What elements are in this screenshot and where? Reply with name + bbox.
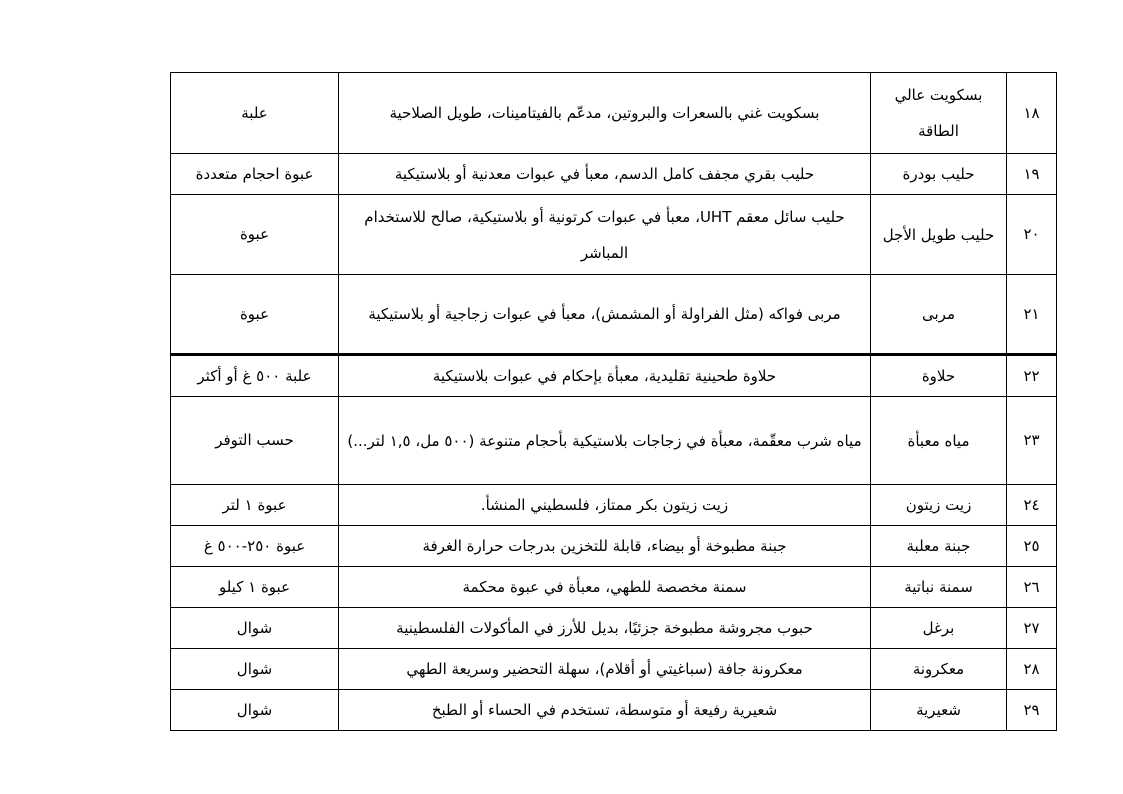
- table-row: [171, 397, 1057, 485]
- item-name: بسكويت عالي الطاقة: [871, 73, 1007, 154]
- item-description: سمنة مخصصة للطهي، معبأة في عبوة محكمة: [339, 567, 871, 608]
- item-name: حلاوة: [871, 355, 1007, 397]
- item-packaging: شوال: [171, 608, 339, 649]
- row-number: ٢٤: [1007, 485, 1057, 526]
- item-name: شعيرية: [871, 690, 1007, 731]
- table-row: [171, 275, 1057, 355]
- item-name: مياه معبأة: [871, 397, 1007, 485]
- item-description: شعيرية رفيعة أو متوسطة، تستخدم في الحساء أو الطبخ: [339, 690, 871, 731]
- item-description: جبنة مطبوخة أو بيضاء، قابلة للتخزين بدرجات حرارة الغرفة: [339, 526, 871, 567]
- item-packaging: حسب التوفر: [171, 397, 339, 485]
- row-number: ٢٩: [1007, 690, 1057, 731]
- item-name: برغل: [871, 608, 1007, 649]
- item-description: معكرونة جافة (سباغيتي أو أقلام)، سهلة التحضير وسريعة الطهي: [339, 649, 871, 690]
- item-packaging: عبوة ٢٥٠-٥٠٠ غ: [171, 526, 339, 567]
- item-description: حليب سائل معقم UHT، معبأ في عبوات كرتونية أو بلاستيكية، صالح للاستخدام المباشر: [339, 195, 871, 275]
- item-packaging: شوال: [171, 690, 339, 731]
- row-number: ١٨: [1007, 73, 1057, 154]
- item-name: معكرونة: [871, 649, 1007, 690]
- item-description: مربى فواكه (مثل الفراولة أو المشمش)، معبأ في عبوات زجاجية أو بلاستيكية: [339, 275, 871, 355]
- item-packaging: عبوة: [171, 275, 339, 355]
- row-number: ٢٢: [1007, 355, 1057, 397]
- table-row: [171, 608, 1057, 649]
- item-packaging: عبوة احجام متعددة: [171, 154, 339, 195]
- row-number: ٢٠: [1007, 195, 1057, 275]
- item-description: بسكويت غني بالسعرات والبروتين، مدعّم بالفيتامينات، طويل الصلاحية: [339, 73, 871, 154]
- items-table: [170, 72, 1057, 731]
- table-row: [171, 195, 1057, 275]
- item-name: مربى: [871, 275, 1007, 355]
- item-description: حليب بقري مجفف كامل الدسم، معبأ في عبوات معدنية أو بلاستيكية: [339, 154, 871, 195]
- row-number: ٢٣: [1007, 397, 1057, 485]
- item-name: زيت زيتون: [871, 485, 1007, 526]
- table-row: [171, 73, 1057, 154]
- item-name: جبنة معلبة: [871, 526, 1007, 567]
- table-row: [171, 690, 1057, 731]
- item-packaging: عبوة ١ لتر: [171, 485, 339, 526]
- item-description: حبوب مجروشة مطبوخة جزئيًا، بديل للأرز في المأكولات الفلسطينية: [339, 608, 871, 649]
- item-name: حليب طويل الأجل: [871, 195, 1007, 275]
- item-description: زيت زيتون بكر ممتاز، فلسطيني المنشأ.: [339, 485, 871, 526]
- item-packaging: شوال: [171, 649, 339, 690]
- table-row: [171, 355, 1057, 397]
- item-description: حلاوة طحينية تقليدية، معبأة بإحكام في عبوات بلاستيكية: [339, 355, 871, 397]
- row-number: ٢١: [1007, 275, 1057, 355]
- row-number: ٢٥: [1007, 526, 1057, 567]
- item-description: مياه شرب معقّمة، معبأة في زجاجات بلاستيكية بأحجام متنوعة (٥٠٠ مل، ١,٥ لتر...): [339, 397, 871, 485]
- table-row: [171, 154, 1057, 195]
- item-name: سمنة نباتية: [871, 567, 1007, 608]
- table-row: [171, 485, 1057, 526]
- table-row: [171, 649, 1057, 690]
- row-number: ٢٦: [1007, 567, 1057, 608]
- table-row: [171, 526, 1057, 567]
- item-packaging: علبة ٥٠٠ غ أو أكثر: [171, 355, 339, 397]
- item-packaging: عبوة: [171, 195, 339, 275]
- item-name: حليب بودرة: [871, 154, 1007, 195]
- row-number: ٢٧: [1007, 608, 1057, 649]
- item-packaging: عبوة ١ كيلو: [171, 567, 339, 608]
- row-number: ١٩: [1007, 154, 1057, 195]
- item-packaging: علبة: [171, 73, 339, 154]
- row-number: ٢٨: [1007, 649, 1057, 690]
- table-row: [171, 567, 1057, 608]
